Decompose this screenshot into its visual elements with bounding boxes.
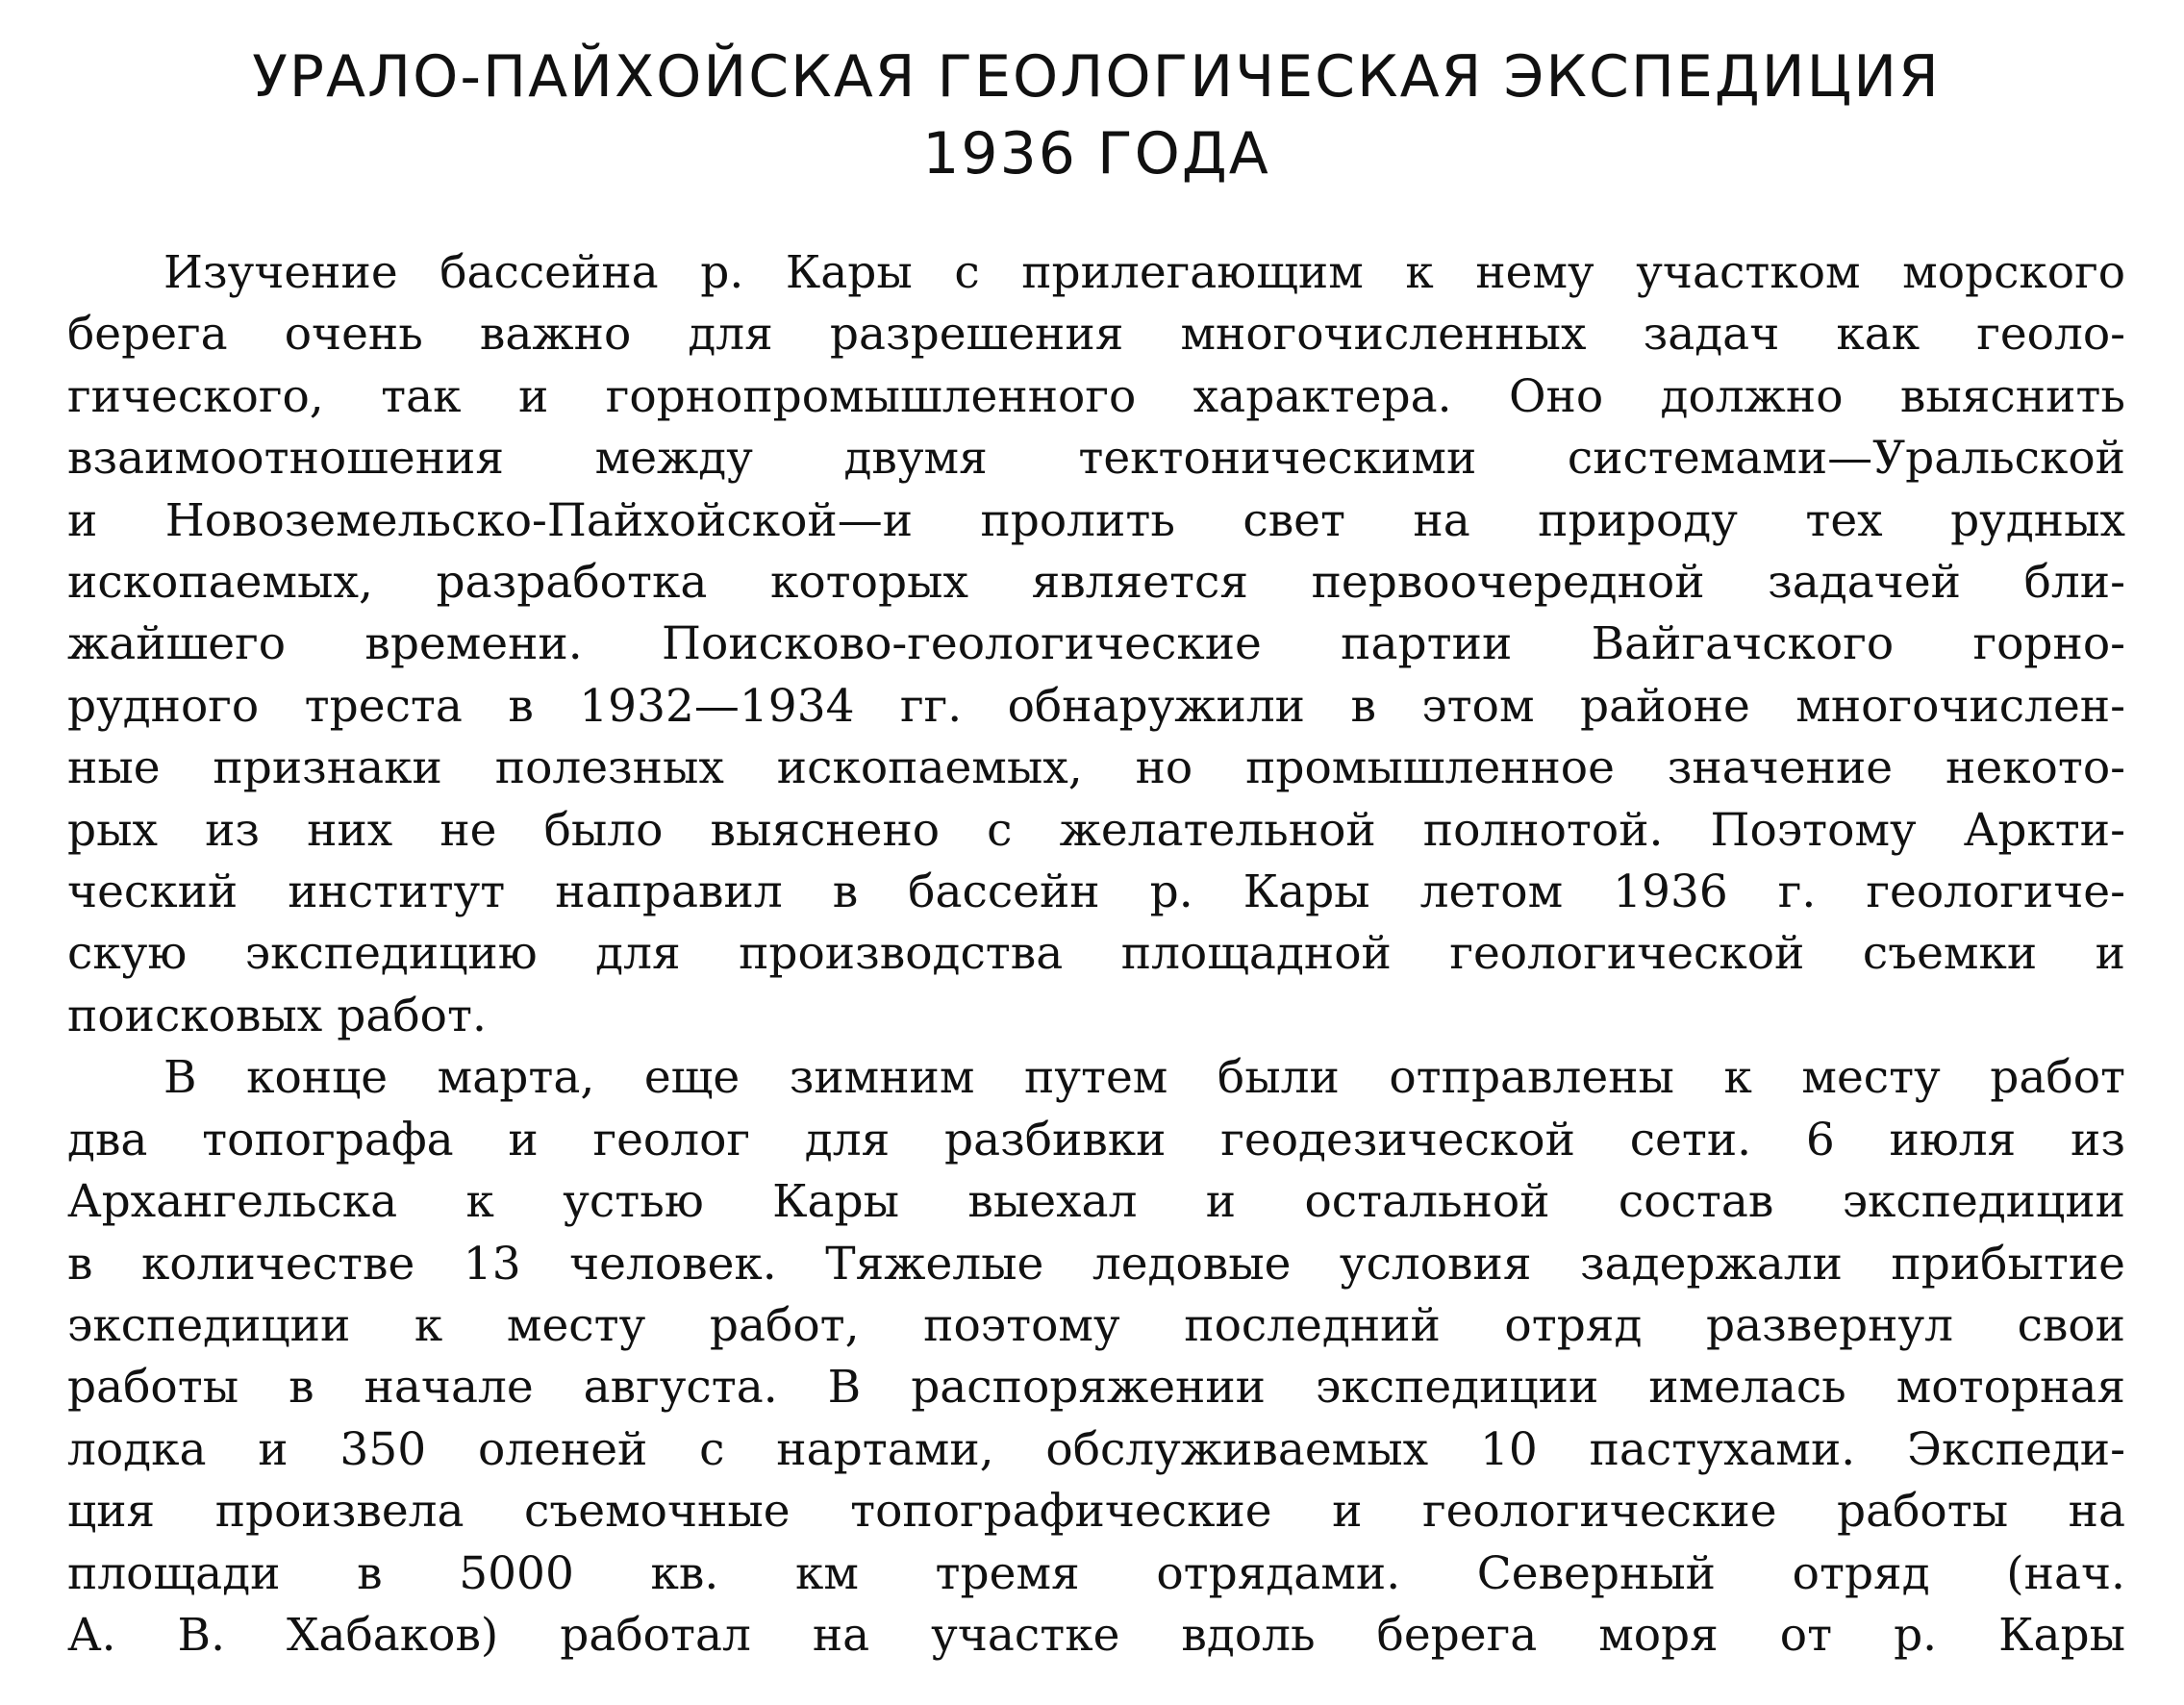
text-line: и Новоземельско-Пайхойской—и пролить свет на природу тех рудных [67, 493, 2125, 547]
text-line: рых из них не было выяснено с желательной полнотой. Поэтому Аркти- [67, 803, 2125, 857]
text-line: лодка и 350 оленей с нартами, обслуживаемых 10 пастухами. Экспеди- [67, 1422, 2125, 1476]
title-line-2: 1936 ГОДА [922, 120, 1270, 188]
text-line: рудного треста в 1932—1934 гг. обнаружили в этом районе многочислен- [67, 679, 2125, 733]
text-line: Изучение бассейна р. Кары с прилегающим к нему участком морского [163, 246, 2125, 299]
document-page [67, 38, 2125, 1673]
paragraph-1 [67, 242, 2125, 1047]
text-line: экспедиции к месту работ, поэтому последний отряд развернул свои [67, 1298, 2125, 1352]
text-line: Архангельска к устью Кары выехал и остальной состав экспедиции [67, 1175, 2125, 1229]
text-line: взаимоотношения между двумя тектоническими системами—Уральской [67, 432, 2125, 486]
text-line: ископаемых, разработка которых является первоочередной задачей бли- [67, 556, 2125, 610]
paragraph-2 [67, 1047, 2125, 1667]
text-line: скую экспедицию для производства площадной геологической съемки и [67, 927, 2125, 981]
document-body [67, 242, 2125, 1667]
text-line: гического, так и горнопромышленного характера. Оно должно выяснить [67, 369, 2125, 423]
text-line: А. В. Хабаков) работал на участке вдоль берега моря от р. Кары [67, 1608, 2125, 1662]
document-title [67, 38, 2125, 192]
text-line: два топографа и геолог для разбивки геодезической сети. 6 июля из [67, 1113, 2125, 1166]
text-line: В конце марта, еще зимним путем были отправлены к месту работ [163, 1051, 2125, 1105]
text-line: жайшего времени. Поисково-геологические партии Вайгачского горно- [67, 617, 2125, 671]
text-line: ция произвела съемочные топографические и геологические работы на [67, 1485, 2125, 1539]
title-line-1: УРАЛО-ПАЙХОЙСКАЯ ГЕОЛОГИЧЕСКАЯ ЭКСПЕДИЦИЯ [252, 43, 1941, 111]
text-line: поисковых работ. [67, 989, 487, 1042]
text-line: в количестве 13 человек. Тяжелые ледовые условия задержали прибытие [67, 1237, 2125, 1291]
text-line: работы в начале августа. В распоряжении экспедиции имелась моторная [67, 1361, 2125, 1415]
text-line: площади в 5000 кв. км тремя отрядами. Северный отряд (нач. [67, 1546, 2125, 1600]
text-line: берега очень важно для разрешения многочисленных задач как геоло- [67, 308, 2125, 362]
text-line: ческий институт направил в бассейн р. Кары летом 1936 г. геологиче- [67, 865, 2125, 919]
text-line: ные признаки полезных ископаемых, но промышленное значение некото- [67, 741, 2125, 795]
